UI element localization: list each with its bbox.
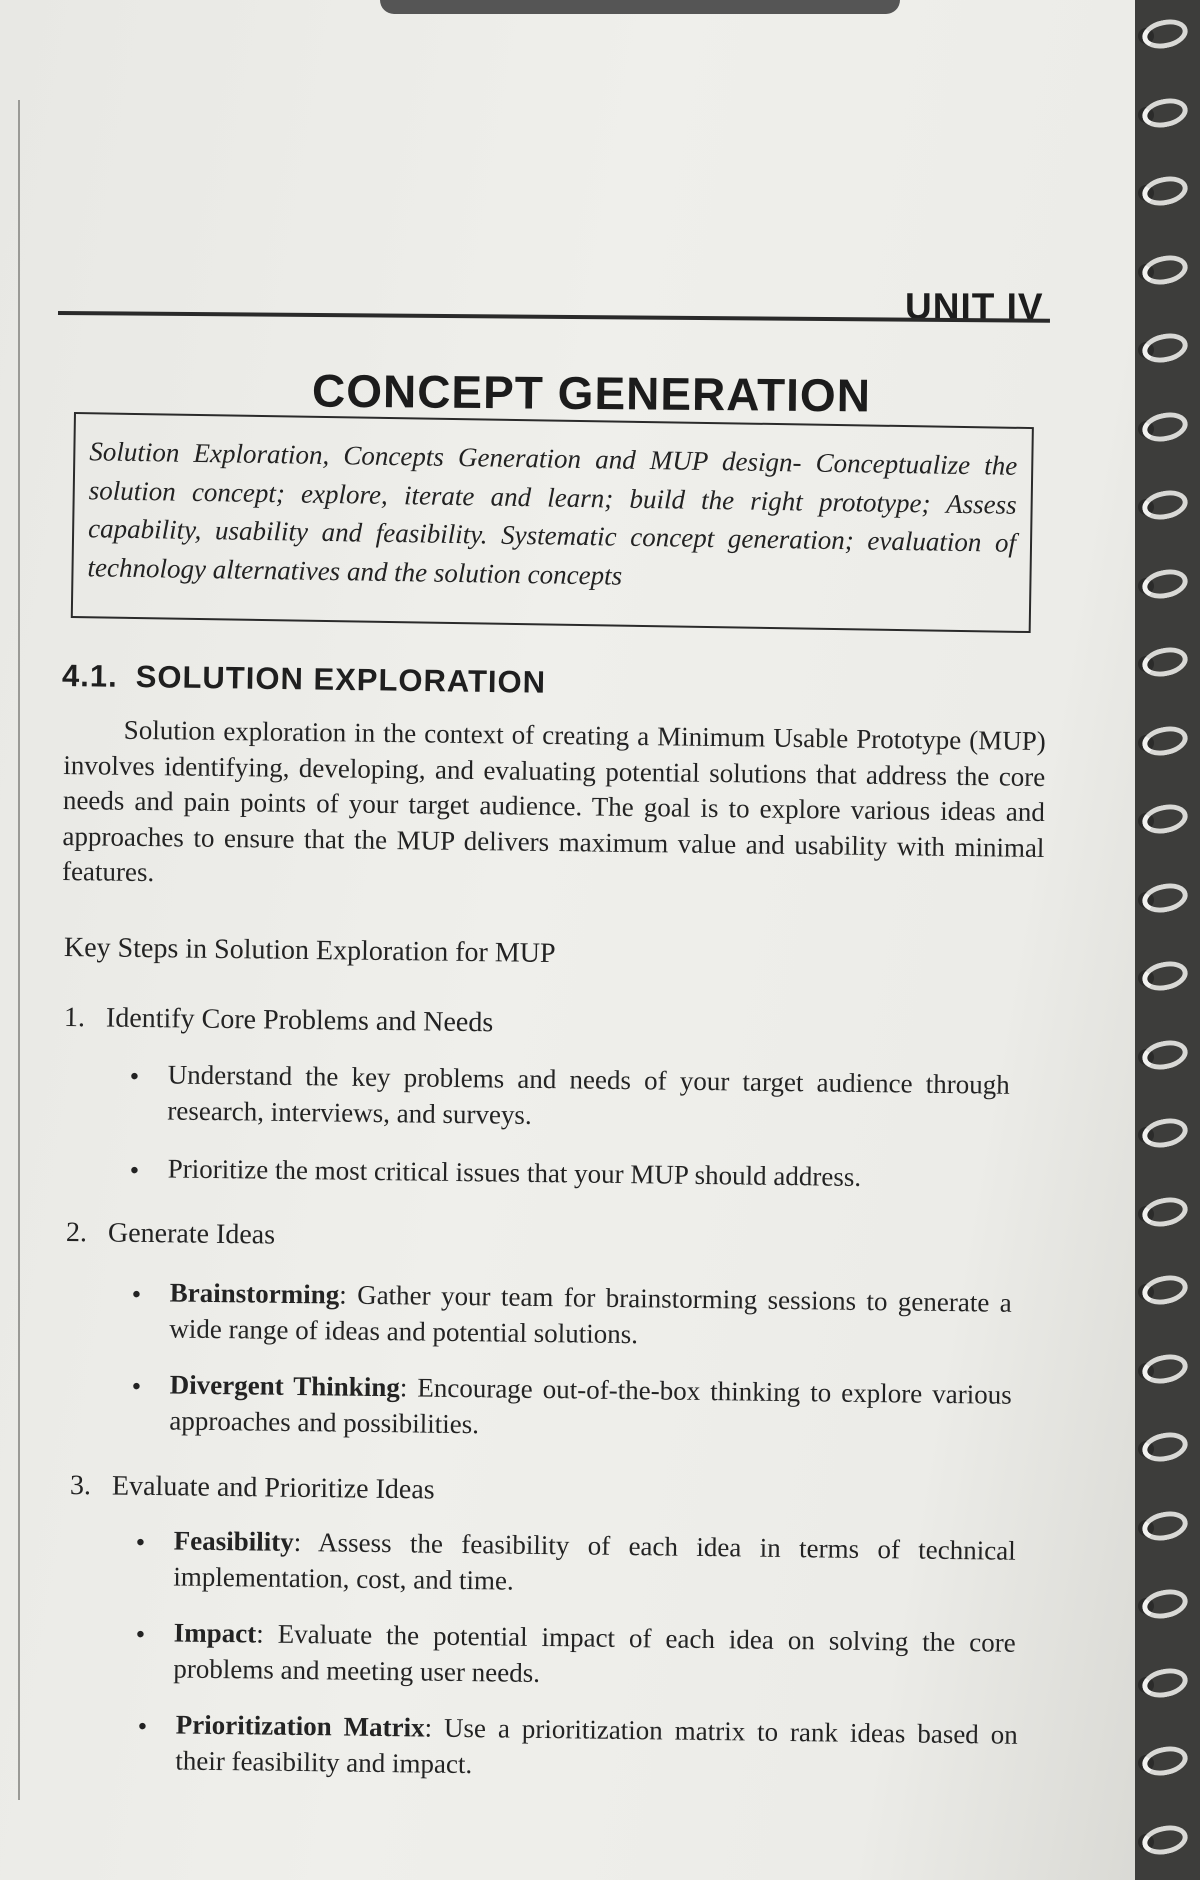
bullet-icon: •	[131, 1370, 142, 1402]
step-number: 3.	[69, 1470, 92, 1502]
bullet-text: : Gather your team for brainstorming sessions to generate a wide range of ideas and potential solutions.	[169, 1279, 1012, 1350]
bullet-term: Brainstorming	[169, 1277, 340, 1310]
bullet-icon: •	[135, 1526, 146, 1558]
step-2	[66, 1217, 276, 1252]
syllabus-box	[71, 412, 1034, 633]
list-item	[135, 1522, 1016, 1605]
bullet-text: : Evaluate the potential impact of each idea on solving the core problems and meeting user needs.	[173, 1618, 1016, 1688]
bullet-term: Feasibility	[173, 1525, 294, 1557]
bullet-icon: •	[135, 1618, 146, 1650]
bullet-icon: •	[137, 1710, 148, 1742]
list-item	[129, 1056, 1010, 1139]
step-title: Generate Ideas	[107, 1217, 276, 1251]
chapter-title: CONCEPT GENERATION	[311, 364, 872, 422]
step-3	[70, 1470, 435, 1506]
step-title: Identify Core Problems and Needs	[105, 1002, 494, 1039]
bullet-text: : Assess the feasibility of each idea in terms of technical implementation, cost, and time.	[173, 1526, 1016, 1596]
bullet-text: : Encourage out-of-the-box thinking to explore various approaches and possibilities.	[169, 1372, 1012, 1440]
top-shadow	[380, 0, 900, 14]
step-number: 1.	[63, 1002, 86, 1034]
bullet-text: Prioritize the most critical issues that your MUP should address.	[167, 1153, 862, 1192]
page-edge	[18, 100, 20, 1800]
syllabus-text: Solution Exploration, Concepts Generation and MUP design- Conceptualize the solution concept; explore, iterate and learn; build the right prototype; Assess capability, usability and feasibility. Systematic concept generation; evaluation of technology alternatives and the solution concepts	[87, 436, 1018, 591]
unit-divider	[58, 311, 1050, 323]
bullet-text: Understand the key problems and needs of your target audience through research, interviews, and surveys.	[167, 1059, 1010, 1130]
list-item	[131, 1366, 1012, 1449]
step-title: Evaluate and Prioritize Ideas	[111, 1470, 435, 1506]
step-1	[64, 1002, 494, 1039]
bullet-icon: •	[129, 1154, 140, 1186]
bullet-icon: •	[129, 1060, 140, 1092]
bullet-icon: •	[131, 1278, 142, 1310]
key-steps-heading: Key Steps in Solution Exploration for MUP	[63, 932, 556, 970]
section-heading	[62, 658, 547, 701]
section-title: SOLUTION EXPLORATION	[135, 659, 547, 700]
bullet-term: Impact	[173, 1617, 257, 1649]
list-item	[131, 1274, 1012, 1357]
bullet-term: Divergent Thinking	[169, 1369, 401, 1403]
list-item	[135, 1614, 1016, 1697]
list-item	[137, 1706, 1018, 1789]
list-item	[130, 1150, 1010, 1197]
step-number: 2.	[65, 1217, 88, 1249]
unit-label: UNIT IV	[905, 286, 1044, 327]
bullet-term: Prioritization Matrix	[175, 1709, 425, 1743]
section-number: 4.1.	[61, 658, 118, 694]
bullet-text: : Use a prioritization matrix to rank ideas based on their feasibility and impact.	[175, 1712, 1018, 1780]
intro-paragraph: Solution exploration in the context of creating a Minimum Usable Prototype (MUP) involves identifying, developing, and evaluating potential solutions that address the core needs and pain points of your target audience. The goal is to explore various ideas and approaches to ensure that the MUP delivers maximum value and usability with minimal features.	[61, 714, 1046, 888]
